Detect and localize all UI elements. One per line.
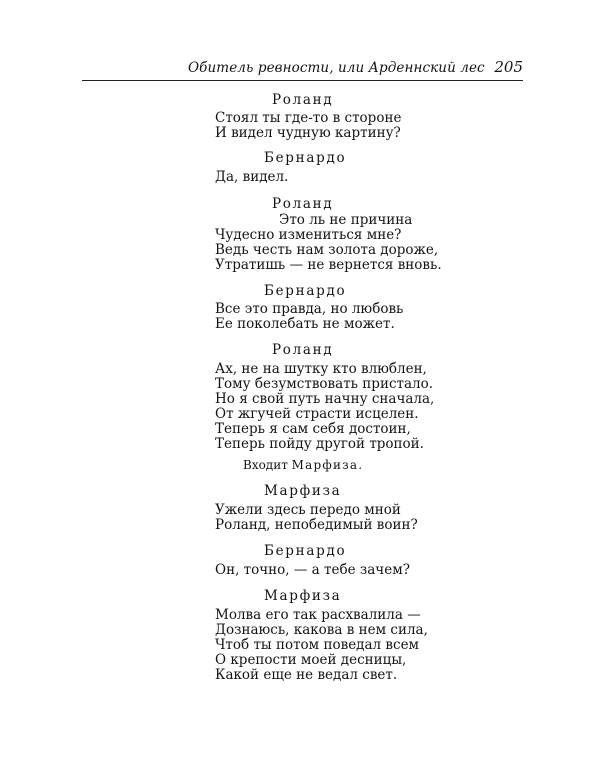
speaker-name: Роланд: [272, 342, 334, 358]
verse-line: От жгучей страсти исцелен.: [215, 406, 419, 422]
verse-line: Утратишь — не вернется вновь.: [215, 257, 442, 273]
verse-line: Дознаюсь, какова в нем сила,: [215, 622, 428, 638]
speech-block: [215, 542, 545, 578]
speech-block: [215, 149, 545, 185]
speech-block: [215, 195, 545, 273]
speech-block: [215, 91, 545, 141]
verse-line: Ее поколебать не может.: [215, 316, 395, 332]
stage-direction: [215, 458, 545, 473]
verse-line: О крепости моей десницы,: [215, 652, 407, 668]
speech-block: [215, 341, 545, 452]
verse-line: Да, видел.: [215, 169, 289, 185]
speaker-name: Бернардо: [264, 543, 347, 559]
verse-line: Это ль не причина: [279, 212, 413, 228]
verse-line: Тому безумствовать пристало.: [215, 376, 434, 392]
page-header: [82, 56, 523, 82]
verse-line: Роланд, непобедимый воин?: [215, 517, 418, 533]
play-text: [215, 91, 545, 683]
page-number: 205: [494, 58, 523, 76]
verse-line: Молва его так расхвалила —: [215, 607, 421, 623]
speech-block: [215, 587, 545, 683]
stage-verb: Входит: [243, 458, 288, 472]
speaker-name: Бернардо: [264, 150, 347, 166]
speech-block: [215, 282, 545, 332]
verse-line: Теперь я сам себя достоин,: [215, 421, 411, 437]
verse-line: Но я свой путь начну сначала,: [215, 391, 435, 407]
verse-line: Теперь пойду другой тропой.: [215, 436, 424, 452]
speaker-name: Бернардо: [264, 283, 347, 299]
speaker-name: Марфиза: [264, 588, 342, 604]
speech-block: [215, 482, 545, 533]
verse-line: Ужели здесь передо мной: [215, 502, 401, 518]
verse-line: Ведь честь нам золота дороже,: [215, 242, 439, 258]
speaker-name: Марфиза: [264, 483, 342, 499]
verse-line: Какой еще не ведал свет.: [215, 667, 398, 683]
stage-character: Марфиза.: [291, 458, 364, 472]
speaker-name: Роланд: [272, 196, 334, 212]
verse-line: И видел чудную картину?: [215, 125, 401, 141]
verse-line: Он, точно, — а тебе зачем?: [215, 562, 410, 578]
verse-line: Все это правда, но любовь: [215, 301, 404, 317]
running-title: Обитель ревности, или Арденнский лес: [188, 60, 485, 76]
verse-line: Ах, не на шутку кто влюблен,: [215, 361, 427, 377]
speaker-name: Роланд: [272, 92, 334, 108]
verse-line: Чудесно измениться мне?: [215, 227, 402, 243]
verse-line: Чтоб ты потом поведал всем: [215, 637, 420, 653]
header-rule: [82, 80, 523, 81]
verse-line: Стоял ты где-то в стороне: [215, 110, 402, 126]
